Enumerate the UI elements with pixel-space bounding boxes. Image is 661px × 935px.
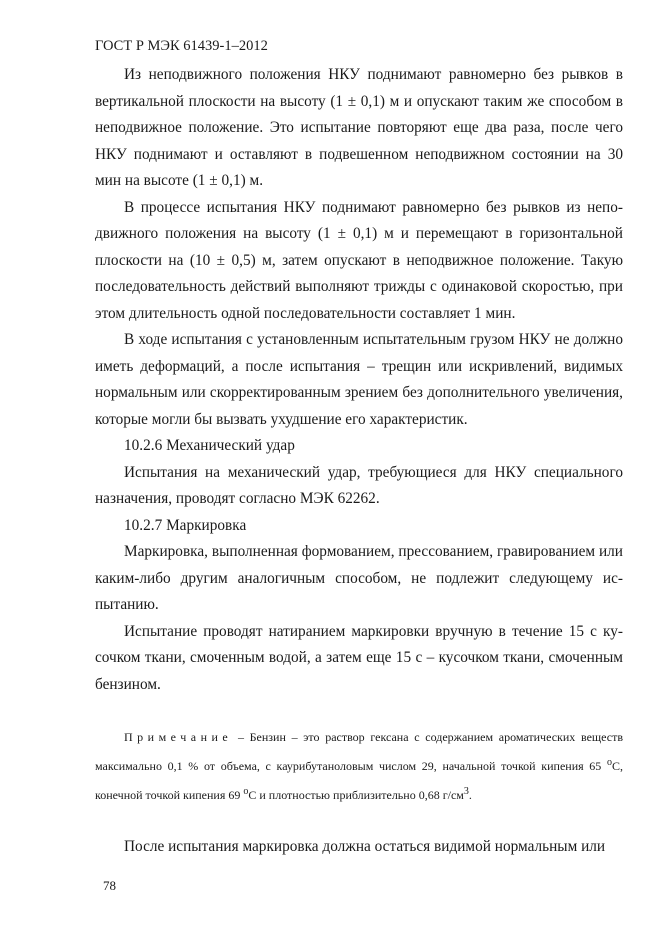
note-text-part-d: .	[468, 788, 472, 802]
paragraph-lifting-vertical: Из неподвижного положения НКУ поднимают равномерно без рывков в вертикальной плоскости на высоту (1 ± 0,1) м и опускают таким же способом в неподвижное положение. Это испытание повторяют еще два раза, после чего НКУ поднимают и оставляют в подвешенном неподвижном состоянии на 30 мин на высоте (1 ± 0,1) м.	[95, 66, 623, 189]
paragraph-mechanical-impact: Испытания на механический удар, требующиеся для НКУ специального назначения, проводят согласно МЭК 62262.	[95, 463, 623, 507]
note-block	[95, 724, 623, 808]
paragraph-after-test: После испытания маркировка должна остаться видимой нормальным или	[124, 838, 606, 855]
document-body	[95, 62, 623, 861]
document-header: ГОСТ Р МЭК 61439-1–2012	[95, 38, 268, 54]
paragraph-test-result: В ходе испытания с установленным испытательным грузом НКУ не должно иметь деформаций, а после испытания – трещин или искривлений, видимых нормальным или скорректированным зрением без дополнительного увеличения, которые могли бы вызвать ухудшение его характеристик.	[95, 331, 623, 428]
note-text-part-c: С и плотностью приблизительно 0,68 г/см	[248, 788, 464, 802]
degree-sign-1: o	[606, 757, 612, 768]
cubic-superscript: 3	[463, 786, 469, 797]
note-text-part-b: С, конечной точкой кипения 69	[95, 759, 623, 802]
paragraph-marking-exempt: Маркировка, выполненная формованием, прессованием, гравированием или каким-либо другим аналогичным способом, не подлежит следующему испытанию.	[95, 543, 623, 613]
page-number: 78	[103, 878, 116, 893]
paragraph-marking-test: Испытание проводят натиранием маркировки вручную в течение 15 с кусочком ткани, смоченным водой, а затем еще 15 с – кусочком ткани, смоченным бензином.	[95, 622, 623, 693]
section-heading-marking: 10.2.7 Маркировка	[124, 516, 247, 534]
degree-sign-2: o	[243, 786, 249, 797]
note-label: Примечание	[124, 730, 233, 744]
paragraph-lifting-horizontal: В процессе испытания НКУ поднимают равномерно без рывков из неподвижного положения на высоту (1 ± 0,1) м и перемещают в горизонтальной плоскости на (10 ± 0,5) м, затем опускают в неподвижное положение. Такую последовательность действий выполняют трижды с одинаковой скоростью, при этом длительность одной последовательности составляет 1 мин.	[95, 198, 623, 322]
section-heading-mechanical-impact: 10.2.6 Механический удар	[124, 437, 295, 454]
note-text-part-a: – Бензин – это раствор гексана с содержанием ароматических веществ максимально 0,1 % от объема, с каурибутаноловым числом 29, начальной точкой кипения 65	[95, 730, 623, 773]
